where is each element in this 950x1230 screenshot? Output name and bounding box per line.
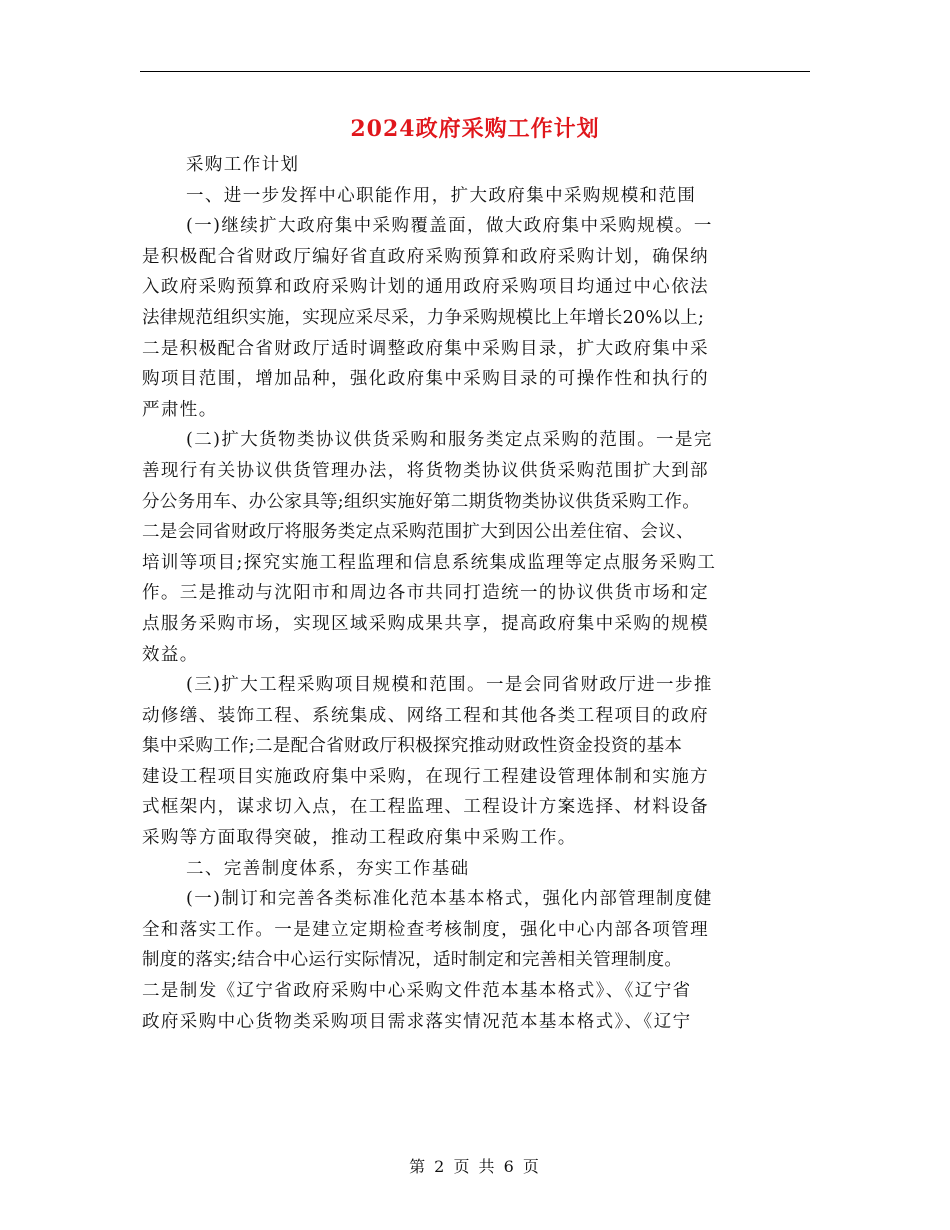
text-line: 建设工程项目实施政府集中采购，在现行工程建设管理体制和实施方 <box>142 766 709 787</box>
text-line: (二)扩大货物类协议供货采购和服务类定点采购的范围。一是完 <box>186 430 713 451</box>
page-footer: 第 2 页 共 6 页 <box>409 1157 541 1176</box>
text-line: 二是制发《辽宁省政府采购中心采购文件范本基本格式》、《辽宁省 <box>142 981 692 1002</box>
text-line: 法律规范组织实施，实现应采尽采，力争采购规模比上年增长20%以上; <box>142 307 705 328</box>
document-title: 2024政府采购工作计划 <box>350 116 600 142</box>
text-line: 二是积极配合省财政厅适时调整政府集中采购目录，扩大政府集中采 <box>142 338 709 359</box>
text-line: 分公务用车、办公家具等;组织实施好第二期货物类协议供货采购工作。 <box>142 491 700 512</box>
text-line: 二是会同省财政厅将服务类定点采购范围扩大到因公出差住宿、会议、 <box>142 522 694 543</box>
text-line: 集中采购工作;二是配合省财政厅积极探究推动财政性资金投资的基本 <box>142 736 683 757</box>
text-line: 效益。 <box>142 644 199 665</box>
text-line: 一、进一步发挥中心职能作用，扩大政府集中采购规模和范围 <box>186 185 697 206</box>
text-line: 购项目范围，增加品种，强化政府集中采购目录的可操作性和执行的 <box>142 369 709 390</box>
text-line: 二、完善制度体系，夯实工作基础 <box>186 858 470 879</box>
text-line: 式框架内，谋求切入点，在工程监理、工程设计方案选择、材料设备 <box>142 797 709 818</box>
text-line: 培训等项目;探究实施工程监理和信息系统集成监理等定点服务采购工 <box>142 552 717 573</box>
text-line: (一)制订和完善各类标准化范本基本格式，强化内部管理制度健 <box>186 889 713 910</box>
text-line: 全和落实工作。一是建立定期检查考核制度，强化中心内部各项管理 <box>142 919 709 940</box>
text-line: 政府采购中心货物类采购项目需求落实情况范本基本格式》、《辽宁 <box>142 1011 692 1032</box>
text-line: 作。三是推动与沈阳市和周边各市共同打造统一的协议供货市场和定 <box>142 583 709 604</box>
text-line: 采购等方面取得突破，推动工程政府集中采购工作。 <box>142 828 577 849</box>
text-line: 制度的落实;结合中心运行实际情况，适时制定和完善相关管理制度。 <box>142 950 683 971</box>
text-line: 采购工作计划 <box>186 155 300 175</box>
text-line: 入政府采购预算和政府采购计划的通用政府采购项目均通过中心依法 <box>142 277 709 298</box>
document-body <box>142 150 822 1037</box>
header-rule <box>140 71 810 72</box>
text-line: 严肃性。 <box>142 399 218 420</box>
text-line: 动修缮、装饰工程、系统集成、网络工程和其他各类工程项目的政府 <box>142 705 709 726</box>
text-line: (一)继续扩大政府集中采购覆盖面，做大政府集中采购规模。一 <box>186 216 713 237</box>
text-line: 点服务采购市场，实现区域采购成果共享，提高政府集中采购的规模 <box>142 613 709 634</box>
text-line: 是积极配合省财政厅编好省直政府采购预算和政府采购计划，确保纳 <box>142 246 709 267</box>
text-line: 善现行有关协议供货管理办法，将货物类协议供货采购范围扩大到部 <box>142 460 709 481</box>
text-line: (三)扩大工程采购项目规模和范围。一是会同省财政厅进一步推 <box>186 675 713 696</box>
